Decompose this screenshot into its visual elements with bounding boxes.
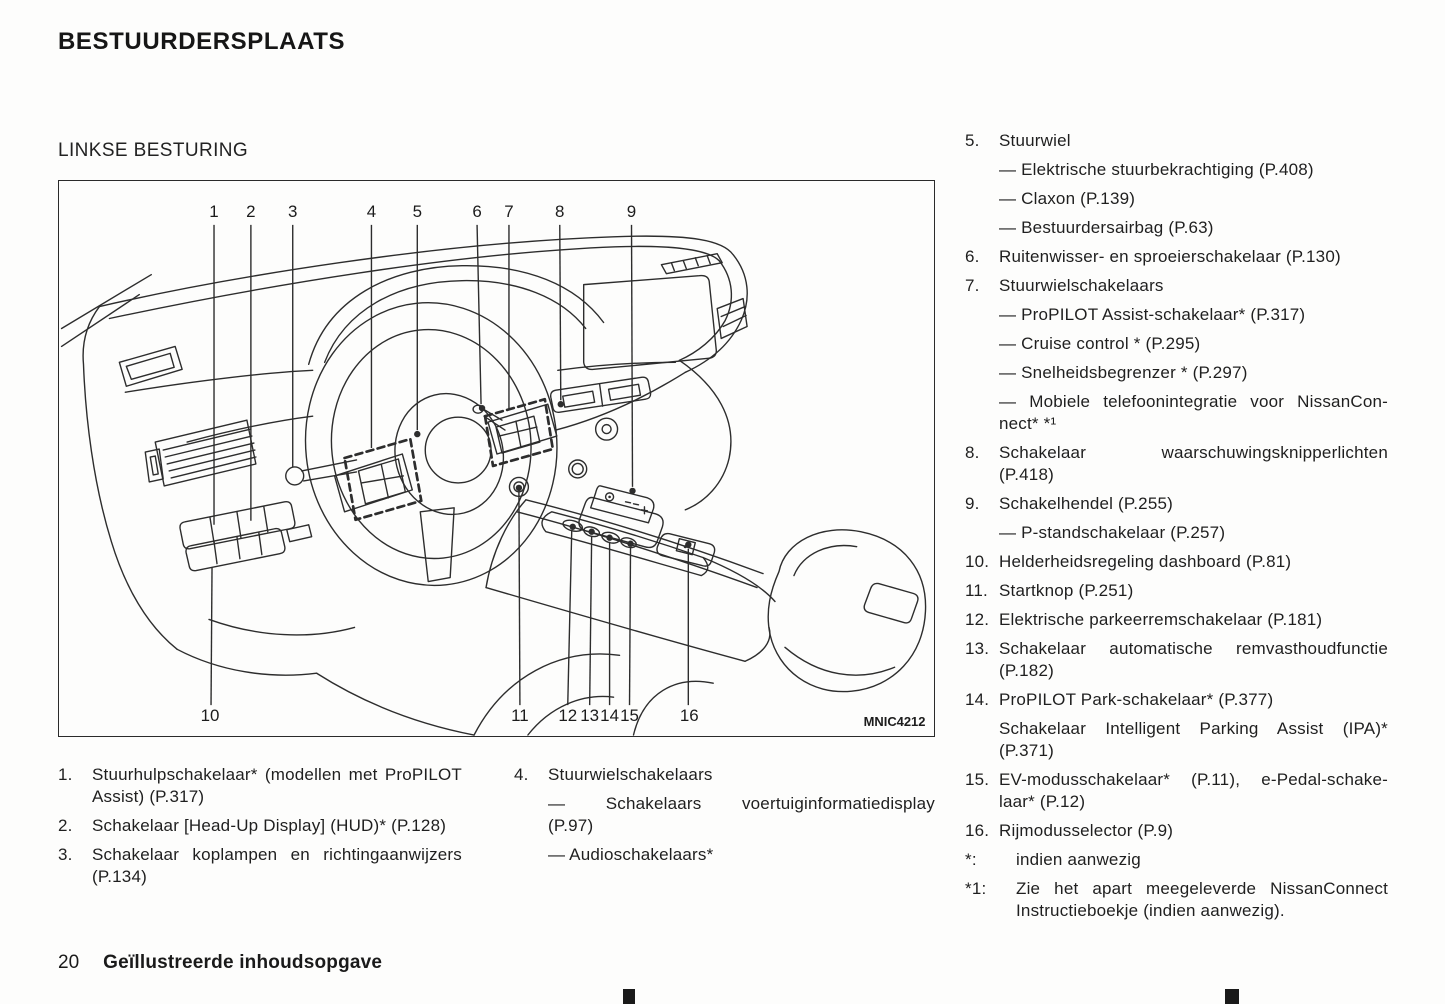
right-spoke-switch-highlight [485, 399, 553, 466]
legend-item-line: Schakelaar automatische remvasthoudfunctie [999, 639, 1388, 658]
legend-item-number: 11. [965, 581, 988, 600]
callout-endpoint-dot [685, 542, 691, 548]
legend-item-line: (P.182) [999, 661, 1054, 680]
legend-item-number [514, 793, 548, 837]
legend-item-text [92, 844, 462, 888]
legend-item-line: Schakelhendel (P.255) [999, 494, 1174, 513]
legend-item-text [999, 820, 1388, 842]
legend-item-text [1016, 849, 1388, 871]
legend-item-line: Ruitenwisser- en sproeierschakelaar (P.130) [999, 247, 1341, 266]
callout-number: 8 [555, 201, 565, 221]
legend-item-number: 15. [965, 770, 990, 789]
figure-code: MNIC4212 [863, 714, 926, 730]
legend-item-line: Stuurwielschakelaars [548, 765, 713, 784]
legend-item-text [999, 217, 1388, 239]
console-switch-cluster [562, 518, 638, 549]
legend-left-column-2 [514, 764, 935, 873]
legend-item-number: 4. [514, 765, 529, 784]
legend-item-number [965, 188, 999, 210]
instrument-cluster [309, 266, 604, 365]
legend-item-text [548, 844, 935, 866]
legend-item-line: EV-modusschakelaar* (P.11), e-Pedal-schake- [999, 770, 1388, 789]
legend-item-text [999, 333, 1388, 355]
legend-item-number: *1: [965, 879, 987, 898]
callout-leader-line [568, 531, 572, 705]
steering-wheel [292, 290, 571, 598]
callout-leader-line [630, 548, 631, 705]
legend-item-text [999, 304, 1388, 326]
legend-item-line: Assist) (P.317) [92, 787, 205, 806]
callout-number: 9 [626, 201, 637, 221]
callout-number: 14 [600, 706, 620, 726]
callout-endpoint-dot [570, 524, 576, 530]
callout-endpoint-dot [629, 488, 635, 494]
legend-item-text [999, 609, 1388, 631]
legend-item-text [548, 793, 935, 837]
legend-item-number: 8. [965, 443, 980, 462]
legend-item [965, 442, 1388, 486]
legend-item [965, 718, 1388, 762]
callout-number: 10 [200, 706, 220, 726]
legend-item [965, 580, 1388, 602]
legend-item-line: — Claxon (P.139) [999, 189, 1136, 208]
callout-number: 13 [580, 706, 600, 726]
callout-endpoint-dot [558, 401, 564, 407]
legend-item-line: Zie het apart meegeleverde NissanConnect [1016, 879, 1388, 898]
legend-item [965, 638, 1388, 682]
legend-item-text [92, 815, 462, 837]
legend-item [965, 130, 1388, 152]
callout-number: 6 [472, 201, 482, 221]
legend-item-number: 10. [965, 552, 990, 571]
legend-item [965, 820, 1388, 842]
callout-number: 16 [679, 706, 699, 726]
page-footer [58, 952, 382, 974]
callout-leader-line [590, 536, 592, 705]
legend-item [514, 764, 935, 786]
legend-item-number [965, 304, 999, 326]
legend-item-line: Startknop (P.251) [999, 581, 1134, 600]
callout-endpoint-dot [606, 535, 612, 541]
legend-left-column-1 [58, 764, 462, 895]
dashboard-figure [58, 180, 935, 737]
legend-right-column [965, 130, 1388, 929]
legend-item-line: (P.134) [92, 867, 147, 886]
callout-leader-line [560, 225, 561, 400]
legend-item-number: *: [965, 850, 977, 869]
legend-item-line: — P-standschakelaar (P.257) [999, 523, 1226, 542]
legend-item-text [1016, 878, 1388, 922]
legend-item-number: 7. [965, 276, 980, 295]
legend-item-text [999, 442, 1388, 486]
legend-item [965, 275, 1388, 297]
legend-item-line: laar* (P.12) [999, 792, 1086, 811]
callout-number: 12 [558, 706, 578, 726]
callout-endpoint-dot [627, 541, 633, 547]
legend-item [965, 493, 1388, 515]
legend-item-text [999, 130, 1388, 152]
legend-item-text [92, 764, 462, 808]
callout-number: 1 [209, 201, 219, 221]
legend-item-line: — Audioschakelaars* [548, 845, 714, 864]
louver-vent [145, 420, 256, 486]
line-art [62, 236, 926, 735]
legend-item [965, 246, 1388, 268]
legend-item-number [965, 159, 999, 181]
page-title: BESTUURDERSPLAATS [58, 28, 346, 55]
section-heading: LINKSE BESTURING [58, 140, 249, 161]
legend-item [965, 333, 1388, 355]
legend-item [58, 764, 462, 808]
legend-item [58, 815, 462, 837]
callout-leader-line [519, 492, 520, 705]
callout-endpoint-dot [516, 485, 522, 491]
legend-item-text [999, 362, 1388, 384]
figure-callouts [201, 202, 699, 725]
legend-item-line: Schakelaar Intelligent Parking Assist (IPA)* [999, 719, 1388, 738]
legend-item [965, 217, 1388, 239]
legend-item-number: 14. [965, 690, 990, 709]
legend-item [965, 689, 1388, 711]
legend-item-number: 1. [58, 765, 73, 784]
legend-item-line: — Cruise control * (P.295) [999, 334, 1201, 353]
legend-item [965, 878, 1388, 922]
legend-item-text [999, 689, 1388, 711]
dash-switch-strips [180, 502, 312, 571]
legend-item-number: 16. [965, 821, 990, 840]
legend-item-line: (P.418) [999, 465, 1054, 484]
legend-item [965, 849, 1388, 871]
legend-item [965, 522, 1388, 544]
print-mark [1225, 989, 1239, 1004]
legend-item-number: 3. [58, 845, 73, 864]
legend-item-text [999, 551, 1388, 573]
legend-item-text [999, 493, 1388, 515]
page-number: 20 [58, 952, 80, 973]
legend-item-line: Schakelaar waarschuwingsknipperlichten [999, 443, 1388, 462]
callout-endpoint-dot [588, 529, 594, 535]
legend-item-number [965, 391, 999, 435]
legend-item-number [965, 362, 999, 384]
legend-item-number: 6. [965, 247, 980, 266]
legend-item-line: Helderheidsregeling dashboard (P.81) [999, 552, 1292, 571]
callout-number: 5 [412, 201, 422, 221]
callout-number: 4 [366, 201, 377, 221]
legend-item-line: Rijmodusselector (P.9) [999, 821, 1174, 840]
callout-number: 11 [511, 706, 529, 726]
callout-number: 15 [620, 706, 639, 726]
legend-item-text [999, 638, 1388, 682]
legend-item [58, 844, 462, 888]
legend-item [965, 188, 1388, 210]
legend-item [965, 609, 1388, 631]
legend-item-line: indien aanwezig [1016, 850, 1141, 869]
center-stack [551, 377, 651, 440]
legend-item-number: 12. [965, 610, 990, 629]
legend-item-text [999, 522, 1388, 544]
legend-item [514, 844, 935, 866]
legend-item-number: 9. [965, 494, 980, 513]
legend-item-line: Stuurwiel [999, 131, 1071, 150]
legend-item-line: Stuurhulpschakelaar* (modellen met ProPILOT [92, 765, 462, 784]
callout-endpoint-dot [479, 405, 485, 411]
legend-item-number [965, 522, 999, 544]
legend-item-number [965, 333, 999, 355]
legend-item-line: — Snelheidsbegrenzer * (P.297) [999, 363, 1248, 382]
legend-item-text [999, 246, 1388, 268]
legend-item-text [999, 580, 1388, 602]
legend-item-line: nect* *¹ [999, 414, 1057, 433]
airbag-pad [425, 417, 491, 483]
legend-item [965, 362, 1388, 384]
legend-item-line: Schakelaar koplampen en richtingaanwijzers [92, 845, 462, 864]
callout-leader-line [632, 225, 633, 487]
legend-item [965, 391, 1388, 435]
legend-item-number [965, 217, 999, 239]
legend-item [965, 304, 1388, 326]
legend-item-text [999, 769, 1388, 813]
callout-number: 7 [504, 201, 514, 221]
legend-item-text [999, 275, 1388, 297]
legend-item-number: 5. [965, 131, 980, 150]
legend-item-line: Elektrische parkeerremschakelaar (P.181) [999, 610, 1323, 629]
callout-endpoint-dot [414, 431, 420, 437]
legend-item-line: (P.97) [548, 816, 594, 835]
armrest [768, 530, 925, 692]
legend-item-line: — Bestuurdersairbag (P.63) [999, 218, 1214, 237]
legend-item-line: — Elektrische stuurbekrachtiging (P.408) [999, 160, 1314, 179]
legend-item-text [999, 188, 1388, 210]
legend-item-number: 13. [965, 639, 990, 658]
legend-item-line: Stuurwielschakelaars [999, 276, 1164, 295]
left-air-vent [119, 346, 182, 386]
legend-item-number [514, 844, 548, 866]
legend-item-line: — ProPILOT Assist-schakelaar* (P.317) [999, 305, 1306, 324]
legend-item [514, 793, 935, 837]
callout-number: 2 [246, 201, 256, 221]
legend-item [965, 551, 1388, 573]
legend-item-text [999, 718, 1388, 762]
legend-item-line: ProPILOT Park-schakelaar* (P.377) [999, 690, 1274, 709]
legend-item-number [965, 718, 999, 762]
legend-item-line: — Schakelaars voertuiginformatiedisplay [548, 794, 935, 813]
legend-item [965, 159, 1388, 181]
legend-item-text [548, 764, 935, 786]
chapter-title: Geïllustreerde inhoudsopgave [103, 952, 383, 973]
callout-leader-line [211, 568, 212, 706]
legend-item-text [999, 391, 1388, 435]
dashboard-illustration [59, 181, 934, 736]
legend-item-line: Instructieboekje (indien aanwezig). [1016, 901, 1285, 920]
callout-number: 3 [288, 201, 298, 221]
legend-item-text [999, 159, 1388, 181]
legend-item-line: — Mobiele telefoonintegratie voor NissanCon- [999, 392, 1388, 411]
legend-item-line: (P.371) [999, 741, 1054, 760]
legend-item-line: Schakelaar [Head-Up Display] (HUD)* (P.128) [92, 816, 447, 835]
legend-item [965, 769, 1388, 813]
legend-item-number: 2. [58, 816, 73, 835]
print-mark [623, 989, 635, 1004]
